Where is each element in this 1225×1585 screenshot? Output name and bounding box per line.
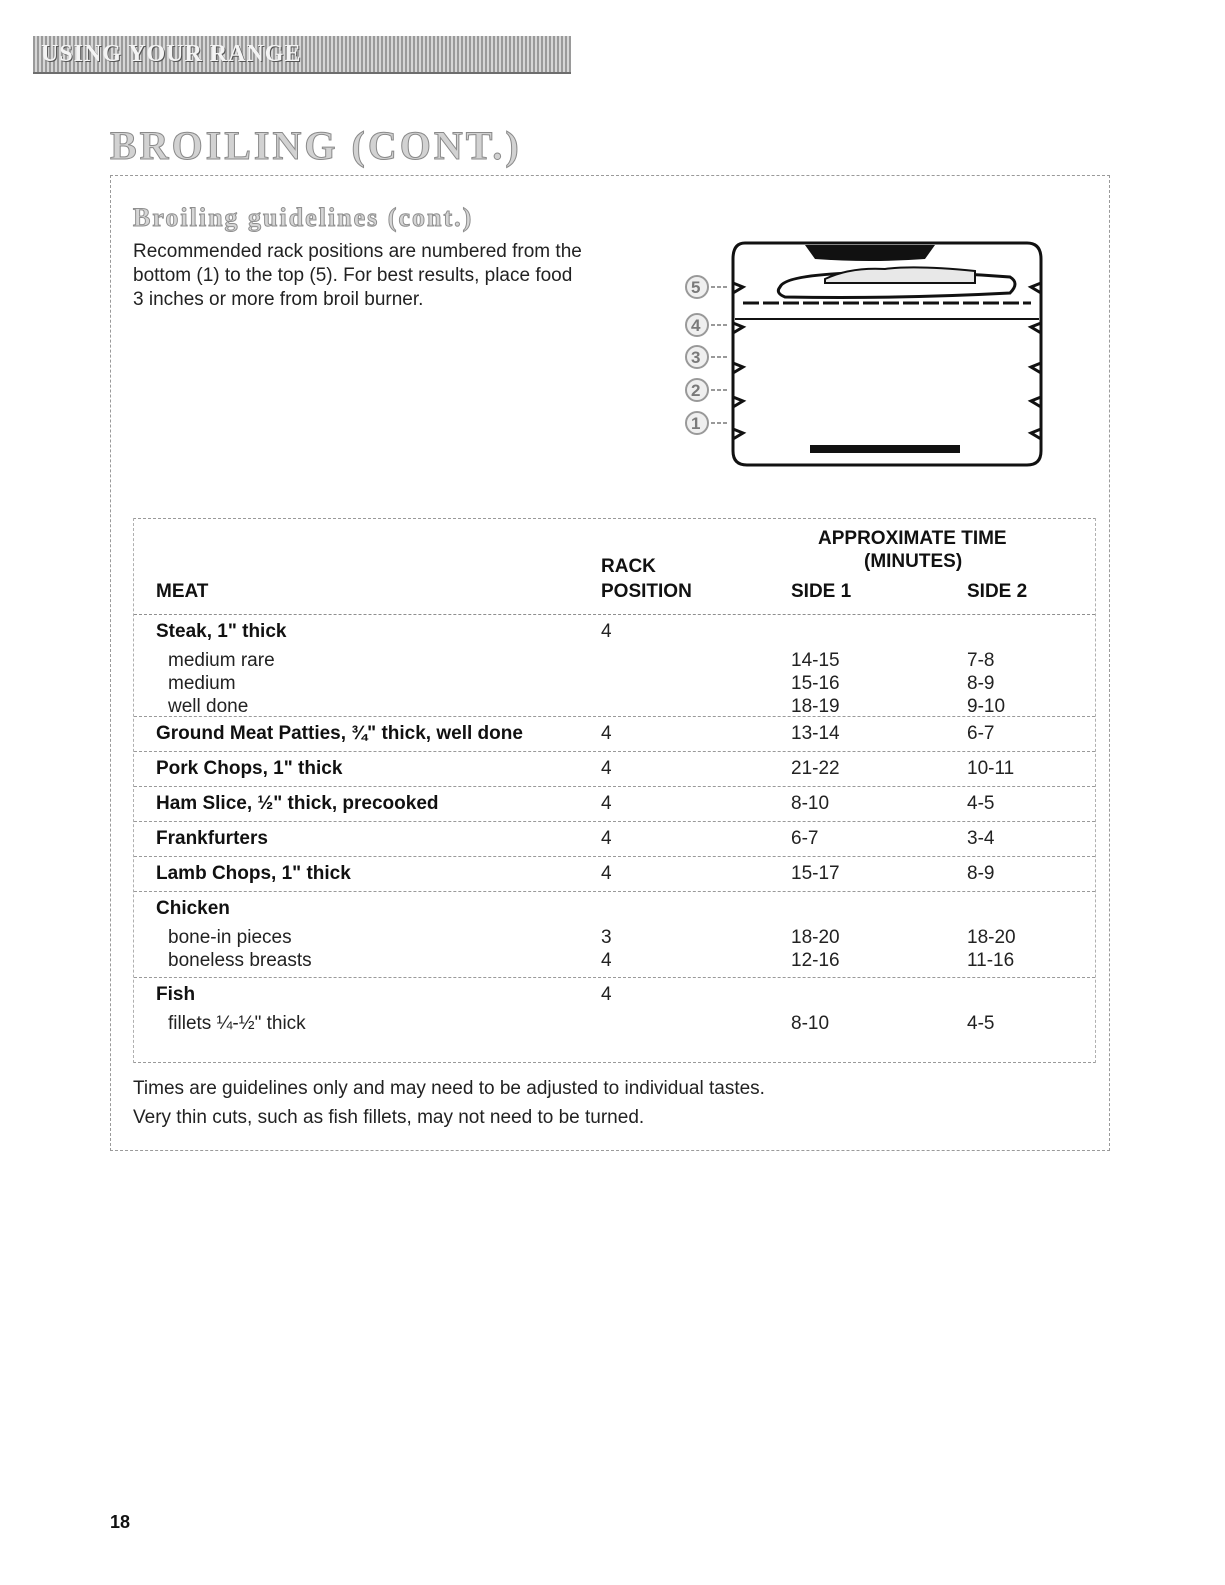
table-row-patties: [134, 716, 1095, 752]
side-1-value: 18-20: [791, 927, 840, 948]
meat-name: Lamb Chops, 1" thick: [156, 863, 351, 884]
side-1-value: 8-10: [791, 1013, 830, 1034]
side-2-value: 18-20: [967, 927, 1016, 948]
side-1-value: 14-15: [791, 650, 840, 671]
cut-label: fillets ¼-½" thick: [168, 1013, 306, 1034]
section-banner: [33, 36, 571, 74]
rack-value: 4: [601, 758, 612, 779]
side-1-value: 8-10: [791, 793, 830, 814]
doneness-label: well done: [168, 696, 249, 717]
rack-number-3: [686, 346, 727, 368]
section-subtitle: Broiling guidelines (cont.): [133, 203, 474, 232]
side-1-value: 18-19: [791, 696, 840, 717]
table-header: [134, 519, 1095, 615]
doneness-label: medium rare: [168, 650, 275, 671]
broiling-table: [133, 518, 1096, 1063]
rack-value: 4: [601, 950, 612, 971]
rack-value: 3: [601, 927, 612, 948]
meat-name: Steak, 1" thick: [156, 621, 287, 642]
side-2-value: 11-16: [967, 950, 1015, 971]
doneness-label: medium: [168, 673, 236, 694]
side-1-value: 21-22: [791, 758, 840, 779]
cut-label: boneless breasts: [168, 950, 312, 971]
side-1-value: 15-16: [791, 673, 840, 694]
table-row-ham: [134, 786, 1095, 822]
side-2-value: 10-11: [967, 758, 1015, 779]
table-row-pork: [134, 751, 1095, 787]
header-rack: RACK: [601, 556, 656, 577]
side-2-value: 4-5: [967, 1013, 995, 1034]
oven-rack-diagram: [675, 237, 1055, 472]
header-approx-time: APPROXIMATE TIME: [818, 528, 1007, 549]
rack-value: 4: [601, 793, 612, 814]
rack-number-2: [686, 379, 727, 401]
side-1-value: 15-17: [791, 863, 840, 884]
page-number: 18: [110, 1512, 131, 1532]
side-1-value: 12-16: [791, 950, 840, 971]
footnote-thin-cuts: Very thin cuts, such as fish fillets, may not need to be turned.: [133, 1107, 645, 1128]
intro-line: Recommended rack positions are numbered from the: [133, 241, 582, 262]
side-1-value: 6-7: [791, 828, 819, 849]
cut-label: bone-in pieces: [168, 927, 292, 948]
header-side-1: SIDE 1: [791, 581, 852, 602]
rack-value: 4: [601, 723, 612, 744]
svg-text:4: 4: [691, 316, 701, 335]
meat-name: Fish: [156, 984, 196, 1005]
broil-burner: [805, 245, 935, 261]
header-meat: MEAT: [156, 581, 209, 602]
rack-value: 4: [601, 828, 612, 849]
table-row-chicken: [134, 891, 1095, 978]
side-2-value: 4-5: [967, 793, 995, 814]
svg-text:3: 3: [691, 348, 701, 367]
rack-number-4: [686, 314, 727, 336]
footnote-guidelines: Times are guidelines only and may need to be adjusted to individual tastes.: [133, 1078, 765, 1099]
bake-burner: [810, 445, 960, 453]
meat-name: Frankfurters: [156, 828, 268, 849]
rack-number-1: [686, 412, 727, 434]
food-on-pan: [825, 267, 975, 283]
header-minutes: (MINUTES): [864, 551, 963, 572]
rack-number-5: [686, 276, 727, 298]
side-2-value: 9-10: [967, 696, 1006, 717]
intro-line: bottom (1) to the top (5). For best results, place food: [133, 265, 573, 286]
meat-name: Pork Chops, 1" thick: [156, 758, 343, 779]
rack-value: 4: [601, 984, 612, 1005]
table-row-frankfurters: [134, 821, 1095, 857]
header-position: POSITION: [601, 581, 692, 602]
table-row-steak: [134, 614, 1095, 717]
side-1-value: 13-14: [791, 723, 840, 744]
intro-paragraph: [133, 240, 633, 312]
meat-name: Chicken: [156, 898, 230, 919]
rack-value: 4: [601, 863, 612, 884]
page-title: BROILING (CONT.): [110, 123, 522, 168]
svg-text:5: 5: [691, 278, 701, 297]
svg-text:2: 2: [691, 381, 701, 400]
meat-name: Ground Meat Patties, ¾" thick, well done: [156, 723, 523, 744]
side-2-value: 8-9: [967, 863, 995, 884]
header-side-2: SIDE 2: [967, 581, 1028, 602]
side-2-value: 6-7: [967, 723, 995, 744]
table-row-fish: [134, 977, 1095, 1062]
banner-text: USING YOUR RANGE: [41, 41, 302, 67]
intro-line: 3 inches or more from broil burner.: [133, 289, 424, 310]
meat-name: Ham Slice, ½" thick, precooked: [156, 793, 439, 814]
svg-text:1: 1: [691, 414, 701, 433]
side-2-value: 8-9: [967, 673, 995, 694]
rack-value: 4: [601, 621, 612, 642]
table-row-lamb: [134, 856, 1095, 892]
side-2-value: 3-4: [967, 828, 995, 849]
side-2-value: 7-8: [967, 650, 995, 671]
